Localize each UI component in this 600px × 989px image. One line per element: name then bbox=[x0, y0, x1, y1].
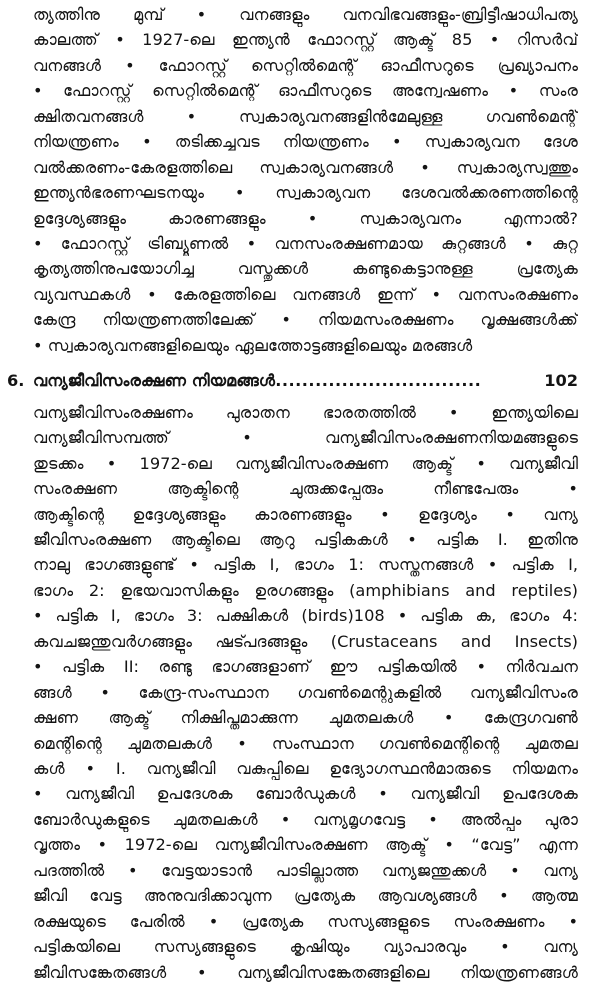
toc-line: ജീവിസങ്കേതങ്ങൾ • വന്യജീവിസങ്കേതങ്ങളിലെ നിയന്ത്രണങ്ങൾ bbox=[33, 962, 578, 982]
toc-line: ഇന്ത്യൻഭരണഘടനയും • സ്വകാര്യവന ദേശവൽക്കരണത്തിന്റെ bbox=[33, 183, 578, 203]
toc-line: • ഫോറസ്റ്റ് ട്രിബ്യൂണൽ • വനസംരക്ഷണമായ കുറ്റങ്ങൾ • കുറ്റ bbox=[33, 234, 578, 254]
toc-line: • പട്ടിക I, ഭാഗം 3: പക്ഷികൾ (birds)108 • പട്ടിക ക, ഭാഗം 4: bbox=[33, 606, 578, 626]
toc-line: മെന്റിന്റെ ചുമതലകൾ • സംസ്ഥാന ഗവൺമെന്റിന്റെ ചുമതല bbox=[33, 733, 578, 753]
toc-line: കൃത്യത്തിനുപയോഗിച്ച വസ്തുക്കൾ കണ്ടുകെട്ടാനുള്ള പ്രത്യേക bbox=[33, 259, 578, 279]
toc-line: ത്യത്തിനു മുമ്പ് • വനങ്ങളും വനവിഭവങ്ങളും-ബ്രിട്ടീഷാധിപത്യ bbox=[33, 5, 578, 24]
toc-line: കൾ • I. വന്യജീവി വകുപ്പിലെ ഉദ്യോഗസ്ഥൻമാരുടെ നിയമനം bbox=[33, 758, 578, 778]
toc-line: ക്ഷണ ആക്ട് നിക്ഷിപ്തമാക്കുന്ന ചുമതലകൾ • കേന്ദ്രഗവൺ bbox=[33, 708, 578, 728]
toc-line: വനങ്ങൾ • ഫോറസ്റ്റ് സെറ്റിൽമെന്റ് ഓഫീസറുടെ പ്രഖ്യാപനം bbox=[33, 55, 578, 75]
toc-line: ഭാഗം 2: ഉഭയവാസികളും ഉരഗങ്ങളും (amphibians and reptiles) bbox=[33, 580, 578, 600]
toc-line: ജീവി വേട്ട അനുവദിക്കാവുന്ന പ്രത്യേക ആവശ്യങ്ങൾ • ആത്മ bbox=[33, 886, 578, 906]
toc-line: ഉദ്ദേശ്യങ്ങളും കാരണങ്ങളും • സ്വകാര്യവനം എന്നാൽ? bbox=[33, 208, 578, 228]
leader-dots: ............................... bbox=[275, 371, 482, 391]
section-title: വന്യജീവിസംരക്ഷണ നിയമങ്ങൾ bbox=[33, 371, 276, 391]
toc-line: ങ്ങൾ • കേന്ദ്ര-സംസ്ഥാന ഗവൺമെന്റുകളിൽ വന്യജീവിസംര bbox=[33, 682, 578, 702]
toc-line: ബോർഡുകളുടെ ചുമതലകൾ • വന്യമൃഗവേട്ട • അൽപ്പം പുരാ bbox=[33, 809, 578, 829]
toc-line: • പട്ടിക II: രണ്ടു ഭാഗങ്ങളാണ് ഈ പട്ടികയിൽ • നിർവചന bbox=[33, 657, 578, 677]
section-title-row bbox=[33, 368, 578, 393]
toc-line: ജീവിസംരക്ഷണ ആക്ടിലെ ആറു പട്ടികകൾ • പട്ടിക I. ഇതിനു bbox=[33, 529, 578, 549]
toc-line: വന്യജീവിസമ്പത്ത് • വന്യജീവിസംരക്ഷണനിയമങ്ങളുടെ bbox=[33, 428, 578, 448]
toc-line: വ്യവസ്ഥകൾ • കേരളത്തിലെ വനങ്ങൾ ഇന്ന് • വനസംരക്ഷണം bbox=[33, 284, 578, 304]
toc-line: • സ്വകാര്യവനങ്ങളിലെയും ഏലത്തോട്ടങ്ങളിലെയും മരങ്ങൾ bbox=[33, 335, 473, 355]
toc-line: പദത്തിൽ • വേട്ടയാടാൻ പാടില്ലാത്ത വന്യജന്തുക്കൾ • വന്യ bbox=[33, 860, 578, 880]
toc-line: കാലത്ത് • 1927-ലെ ഇന്ത്യൻ ഫോറസ്റ്റ് ആക്ട് 85 • റിസർവ് bbox=[33, 30, 578, 50]
toc-line: വൽക്കരണം-കേരളത്തിലെ സ്വകാര്യവനങ്ങൾ • സ്വകാര്യസ്വത്തും bbox=[33, 157, 578, 177]
toc-line: കേന്ദ്ര നിയന്ത്രണത്തിലേക്ക് • നിയമസംരക്ഷണം വൃക്ഷങ്ങൾക്ക് bbox=[33, 310, 578, 330]
toc-line: രക്ഷയുടെ പേരിൽ • പ്രത്യേക സസ്യങ്ങളുടെ സംരക്ഷണം • bbox=[33, 911, 578, 931]
toc-line: ആക്ടിന്റെ ഉദ്ദേശ്യങ്ങളും കാരണങ്ങളും • ഉദ്ദേശ്യം • വന്യ bbox=[33, 504, 578, 524]
toc-line: തുടക്കം • 1972-ലെ വന്യജീവിസംരക്ഷണ ആക്ട് • വന്യജീവി bbox=[33, 453, 578, 473]
section-number: 6. bbox=[7, 371, 25, 391]
toc-line: ക്ഷിതവനങ്ങൾ • സ്വകാര്യവനങ്ങളിൻമേലുള്ള ഗവൺമെന്റ് bbox=[33, 106, 578, 126]
toc-line: നാലു ഭാഗങ്ങളുണ്ട് • പട്ടിക I, ഭാഗം 1: സസ്തനങ്ങൾ • പട്ടിക I, bbox=[33, 555, 578, 575]
toc-line: പട്ടികയിലെ സസ്യങ്ങളുടെ കൃഷിയും വ്യാപാരവും • വന്യ bbox=[33, 937, 578, 957]
toc-line: നിയന്ത്രണം • തടിക്കച്ചവട നിയന്ത്രണം • സ്വകാര്യവന ദേശ bbox=[33, 132, 578, 152]
section-page-number: 102 bbox=[544, 371, 578, 391]
toc-line: വൃത്തം • 1972-ലെ വന്യജീവിസംരക്ഷണ ആക്ട് • “വേട്ട” എന്ന bbox=[33, 835, 578, 855]
toc-line: • ഫോറസ്റ്റ് സെറ്റിൽമെന്റ് ഓഫീസറുടെ അന്വേഷണം • സംര bbox=[33, 81, 578, 101]
section-heading bbox=[0, 368, 600, 393]
toc-line: • വന്യജീവി ഉപദേശക ബോർഡുകൾ • വന്യജീവി ഉപദേശക bbox=[33, 784, 578, 804]
toc-line: സംരക്ഷണ ആക്ടിന്റെ ചുരുക്കപ്പേരും നീണ്ടപേരും • bbox=[33, 479, 578, 499]
toc-line: വന്യജീവിസംരക്ഷണം പുരാതന ഭാരതത്തിൽ • ഇന്ത്യയിലെ bbox=[33, 402, 578, 422]
toc-line: കവചജന്തുവർഗങ്ങളും ഷട്പദങ്ങളും (Crustaceans and Insects) bbox=[33, 631, 578, 651]
